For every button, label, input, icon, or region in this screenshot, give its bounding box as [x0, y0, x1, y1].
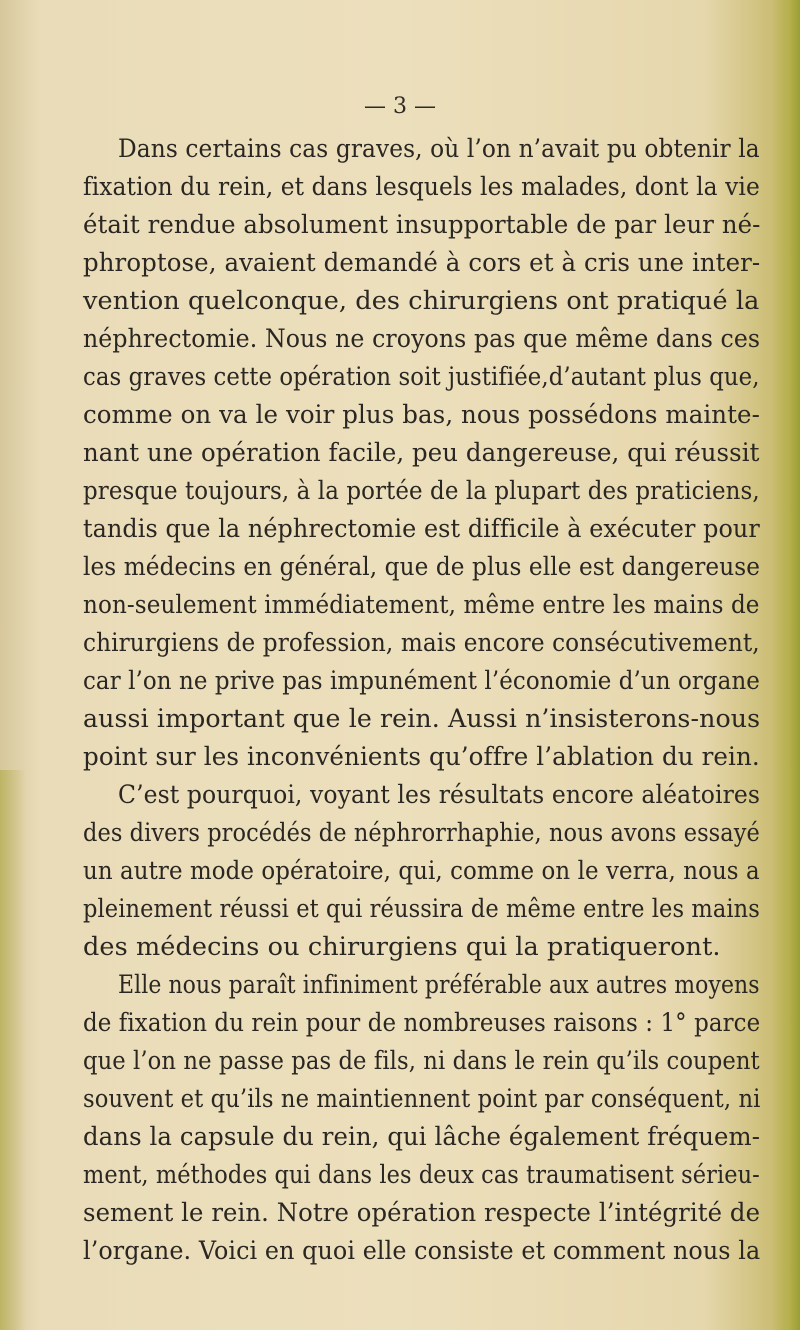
text-line: non-seulement immédiatement, même entre les mains de	[83, 590, 760, 620]
text-line: C’est pourquoi, voyant les résultats encore aléatoires	[118, 780, 761, 810]
text-line: Dans certains cas graves, où l’on n’avait pu obtenir la	[118, 134, 760, 164]
text-line: les médecins en général, que de plus elle est dangereuse	[83, 552, 760, 582]
text-line: des divers procédés de néphrorrhaphie, nous avons essayé	[83, 818, 760, 848]
text-line: tandis que la néphrectomie est difficile à exécuter pour	[83, 514, 760, 544]
text-line: chirurgiens de profession, mais encore consécutivement,	[83, 628, 760, 658]
text-line: l’organe. Voici en quoi elle consiste et comment nous la	[83, 1236, 761, 1266]
text-line: phroptose, avaient demandé à cors et à cris une inter-	[83, 248, 761, 278]
text-line: était rendue absolument insupportable de par leur né-	[83, 210, 761, 240]
text-line: comme on va le voir plus bas, nous possédons mainte-	[83, 400, 760, 430]
text-line: presque toujours, à la portée de la plupart des praticiens,	[83, 476, 760, 506]
text-line: ment, méthodes qui dans les deux cas traumatisent sérieu-	[83, 1160, 760, 1190]
text-line: aussi important que le rein. Aussi n’insisterons-nous	[83, 704, 761, 734]
text-line: pleinement réussi et qui réussira de même entre les mains	[83, 894, 760, 924]
text-line: que l’on ne passe pas de fils, ni dans le rein qu’ils coupent	[83, 1046, 760, 1076]
text-line: souvent et qu’ils ne maintiennent point par conséquent, ni	[83, 1084, 761, 1114]
text-line: néphrectomie. Nous ne croyons pas que même dans ces	[83, 324, 761, 354]
text-line: point sur les inconvénients qu’offre l’ablation du rein.	[83, 742, 760, 772]
text-line: fixation du rein, et dans lesquels les malades, dont la vie	[83, 172, 760, 202]
text-line: un autre mode opératoire, qui, comme on le verra, nous a	[83, 856, 760, 886]
text-line: de fixation du rein pour de nombreuses raisons : 1° parce	[83, 1008, 761, 1038]
text-line: des médecins ou chirurgiens qui la pratiqueront.	[83, 932, 721, 962]
text-line: cas graves cette opération soit justifiée,d’autant plus que,	[83, 362, 760, 392]
text-line: sement le rein. Notre opération respecte l’intégrité de	[83, 1198, 761, 1228]
text-line: nant une opération facile, peu dangereuse, qui réussit	[83, 438, 760, 468]
text-line: dans la capsule du rein, qui lâche également fréquem-	[83, 1122, 761, 1152]
page-number: — 3 —	[364, 94, 436, 119]
text-line: car l’on ne prive pas impunément l’économie d’un organe	[83, 666, 760, 696]
text-line: vention quelconque, des chirurgiens ont pratiqué la	[83, 286, 760, 316]
text-line: Elle nous paraît infiniment préférable aux autres moyens	[118, 970, 760, 1000]
